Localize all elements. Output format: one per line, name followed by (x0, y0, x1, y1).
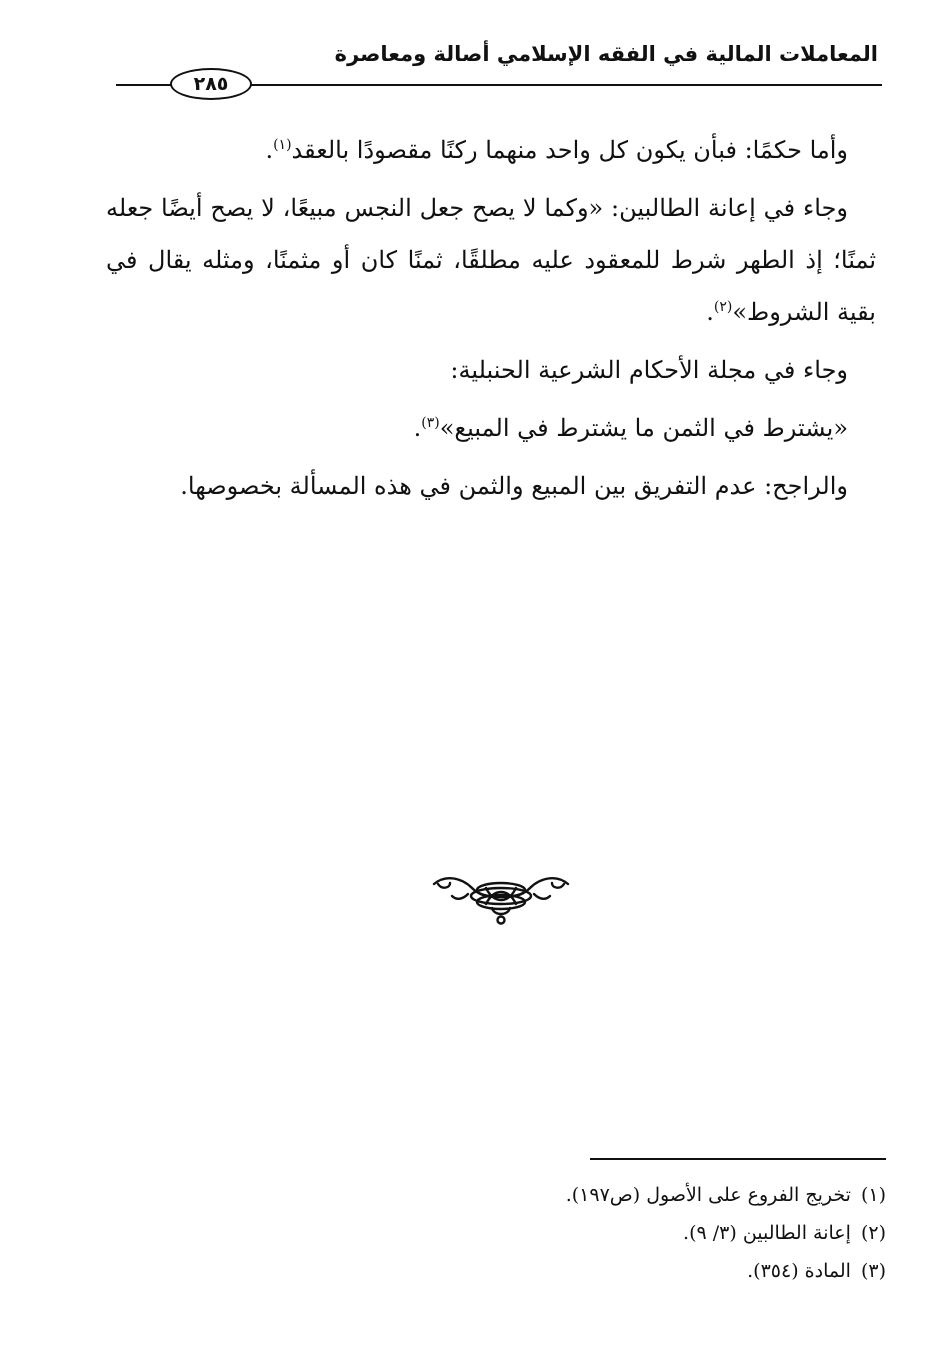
footnote-1 (386, 1176, 886, 1214)
paragraph-4-tail: . (413, 414, 422, 442)
paragraph-3 (106, 344, 876, 396)
footnote-number: (٣) (860, 1260, 886, 1282)
paragraph-5-text: والراجح: عدم التفريق بين المبيع والثمن في هذه المسألة بخصوصها. (180, 472, 848, 500)
paragraph-1-tail: . (265, 136, 274, 164)
footnotes (386, 1176, 886, 1290)
paragraph-2-text: وجاء في إعانة الطالبين: «وكما لا يصح جعل النجس مبيعًا، لا يصح أيضًا جعله ثمنًا؛ إذ الطهر شرط للمعقود عليه مطلقًا، ثمنًا كان أو مثمنًا، ومثله يقال في بقية الشروط» (106, 194, 876, 326)
paragraph-1 (106, 124, 876, 176)
paragraph-1-text: وأما حكمًا: فبأن يكون كل واحد منهما ركنًا مقصودًا بالعقد (291, 136, 848, 164)
footnote-text: إعانة الطالبين (٣/ ٩). (683, 1222, 851, 1244)
paragraph-4 (106, 402, 876, 454)
footnote-separator (590, 1158, 886, 1160)
paragraph-2 (106, 182, 876, 338)
paragraph-5 (106, 460, 876, 512)
paragraph-2-tail: . (706, 298, 714, 326)
paragraph-3-text: وجاء في مجلة الأحكام الشرعية الحنبلية: (450, 356, 848, 384)
footnote-number: (٢) (860, 1222, 886, 1244)
body-text (106, 124, 876, 518)
footnote-ref-3: (٣) (421, 415, 440, 431)
footnote-2 (386, 1214, 886, 1252)
footnote-3 (386, 1252, 886, 1290)
footnote-ref-2: (٢) (713, 299, 733, 315)
paragraph-4-text: «يشترط في الثمن ما يشترط في المبيع» (439, 414, 848, 442)
footnote-ref-1: (١) (273, 137, 292, 153)
footnote-text: تخريج الفروع على الأصول (ص١٩٧). (565, 1184, 851, 1206)
page-number: ٢٨٥ (193, 72, 229, 95)
fleuron-ornament-icon (428, 870, 574, 926)
page-number-oval (170, 68, 252, 100)
running-header-title: المعاملات المالية في الفقه الإسلامي أصالة ومعاصرة (334, 42, 878, 66)
footnote-text: المادة (٣٥٤). (747, 1260, 851, 1282)
footnote-number: (١) (860, 1184, 886, 1206)
